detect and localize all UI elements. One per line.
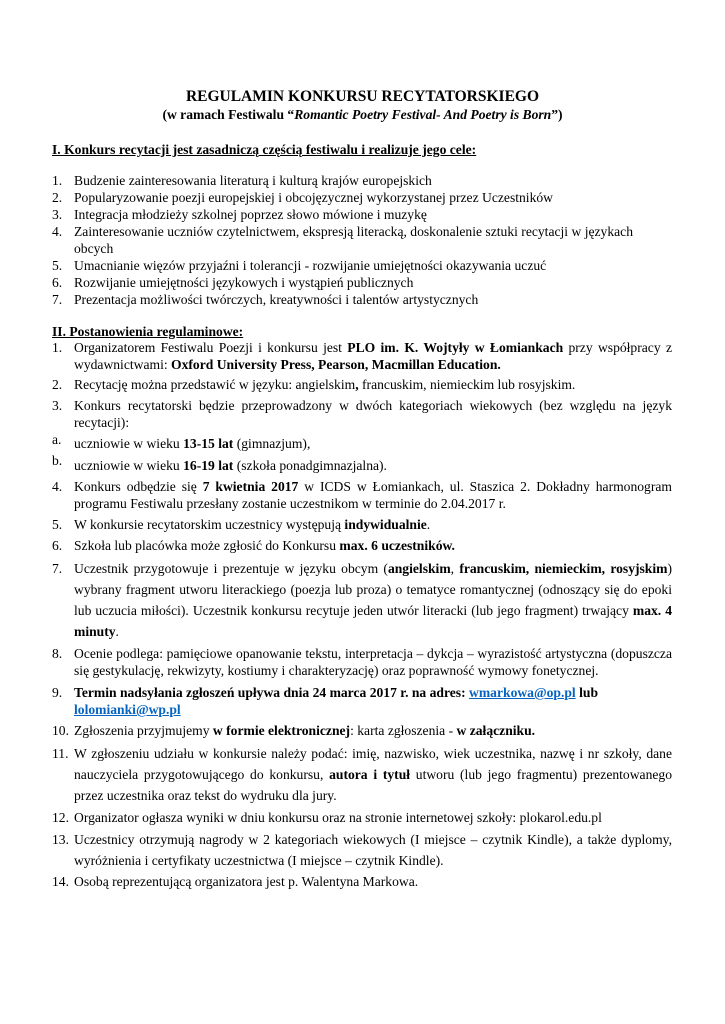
text: uczniowie w wieku (74, 458, 184, 473)
section-2-list (52, 339, 672, 890)
text: (gimnazjum), (233, 436, 311, 451)
text: W konkursie recytatorskim uczestnicy występują (74, 517, 345, 532)
text: indywidualnie (344, 517, 427, 532)
section-1-heading: I. Konkurs recytacji jest zasadniczą częścią festiwalu i realizuje jego cele: (52, 142, 477, 157)
list-item (52, 537, 672, 554)
sub-item-letter: a. (52, 432, 62, 447)
item-number: 2. (52, 190, 63, 205)
text: Recytację można przedstawić w języku: angielskim (74, 377, 356, 392)
text: Uczestnik przygotowuje i prezentuje w języku obcym ( (74, 561, 388, 576)
item-number: 7. (52, 561, 63, 576)
item-text: Osobą reprezentującą organizatora jest p. Walentyna Markowa. (74, 874, 419, 889)
text: angielskim (387, 561, 451, 576)
sub-item (52, 431, 672, 452)
item-number: 4. (52, 224, 63, 239)
list-item (52, 516, 672, 533)
list-item (52, 172, 672, 189)
text: Szkoła lub placówka może zgłosić do Konkursu (74, 538, 340, 553)
list-item (52, 873, 672, 890)
max-duration: max. 4 minuty (74, 603, 673, 639)
list-item (52, 274, 672, 291)
list-item (52, 291, 672, 308)
text: ) wybrany fragment utworu literackiego (poezja lub proza) o tematyce romantycznej (odnoszący się do epoki lub uczucia miłości). Uczestnik konkursu recytuje jeden utwór literacki (lub jego fragment) trwający (74, 561, 673, 618)
item-text: Popularyzowanie poezji europejskiej i obcojęzycznej wykorzystanej przez Uczestników (74, 190, 553, 205)
item-text: Prezentacja możliwości twórczych, kreatywności i talentów artystycznych (74, 292, 479, 307)
text: francuskim, niemieckim, rosyjskim (459, 561, 668, 576)
text: uczniowie w wieku (74, 436, 184, 451)
sub-item (52, 452, 672, 474)
text: . (115, 624, 119, 639)
list-item (52, 339, 672, 373)
age-range: 13-15 lat (183, 436, 234, 451)
item-number: 5. (52, 258, 63, 273)
item-text: Uczestnicy otrzymują nagrody w 2 kategoriach wiekowych (I miejsce – czytnik Kindle), a także dyplomy, wyróżnienia i certyfikaty uczestnictwa (I miejsce – czytnik Kindle). (74, 832, 672, 868)
text: Konkurs odbędzie się (74, 479, 203, 494)
document-title: REGULAMIN KONKURSU RECYTATORSKIEGO (185, 88, 540, 105)
text: lub (575, 685, 599, 700)
list-item (52, 478, 672, 512)
sub-item-letter: b. (52, 453, 63, 468)
item-number: 1. (52, 173, 63, 188)
item-text: Rozwijanie umiejętności językowych i wystąpień publicznych (74, 275, 414, 290)
text: : karta zgłoszenia - (350, 723, 457, 738)
list-item (52, 645, 672, 679)
list-item (52, 743, 672, 806)
text: W zgłoszeniu udziału w konkursie należy podać: imię, nazwisko, wiek uczestnika, nazwę i nr szkoły, dane nauczyciela przygotowującego do konkursu, (74, 746, 672, 782)
item-number: 4. (52, 479, 63, 494)
item-number: 3. (52, 398, 63, 413)
subtitle-festival-name: Romantic Poetry Festival- And Poetry is Born (294, 107, 552, 122)
list-item (52, 376, 672, 393)
item-text: Ocenie podlega: pamięciowe opanowanie tekstu, interpretacja – dykcja – wyrazistość artystyczna (dopuszcza się gestykulację, rekwizyty, kostiumy i charakteryzację) oraz poprawność wymowy fonetycznej. (74, 646, 672, 678)
item-number: 14. (52, 874, 69, 889)
email-link-lolomianki[interactable]: lolomianki@wp.pl (74, 702, 181, 717)
list-item (52, 397, 672, 431)
list-item (52, 829, 672, 871)
item-number: 2. (52, 377, 63, 392)
text: , (450, 561, 460, 576)
list-item (52, 558, 672, 642)
subtitle-prefix: (w ramach Festiwalu “ (162, 107, 295, 122)
max-participants: max. 6 uczestników. (339, 538, 455, 553)
text: Zgłoszenia przyjmujemy (74, 723, 213, 738)
item-text: Zainteresowanie uczniów czytelnictwem, ekspresją literacką, doskonalenie sztuki recytacji w językach obcych (74, 224, 633, 256)
list-item (52, 257, 672, 274)
list-item (52, 809, 672, 826)
age-range: 16-19 lat (183, 458, 234, 473)
item-number: 1. (52, 340, 63, 355)
item-number: 13. (52, 832, 69, 847)
list-item (52, 223, 672, 257)
item-text: Organizator ogłasza wyniki w dniu konkursu oraz na stronie internetowej szkoły: plokarol.edu.pl (74, 810, 602, 825)
publishers: Oxford University Press, Pearson, Macmillan Education. (171, 357, 501, 372)
list-item (52, 189, 672, 206)
item-text: Budzenie zainteresowania literaturą i kulturą krajów europejskich (74, 173, 432, 188)
item-number: 6. (52, 538, 63, 553)
document-subtitle (0, 106, 725, 123)
item-number: 5. (52, 517, 63, 532)
item-text: Umacnianie więzów przyjaźni i tolerancji - rozwijanie umiejętności okazywania uczuć (74, 258, 547, 273)
text: w załączniku. (456, 723, 536, 738)
list-item (52, 684, 672, 718)
text: w ICDS w Łomiankach, ul. Staszica 2. Dokładny harmonogram programu Festiwalu przesłany zostanie uczestnikom w terminie do 2.04.2017 r. (74, 479, 672, 511)
text: utworu (lub jego fragmentu) prezentowanego przez uczestnika oraz tekst do wydruku dla jury. (74, 767, 672, 803)
contest-date: 7 kwietnia 2017 (202, 479, 299, 494)
item-text: Konkurs recytatorski będzie przeprowadzony w dwóch kategoriach wiekowych (bez względu na język recytacji): (74, 398, 672, 430)
text: autora i tytuł (329, 767, 411, 782)
item-number: 11. (52, 746, 69, 761)
item-number: 9. (52, 685, 63, 700)
list-item (52, 722, 672, 739)
section-1-list (52, 172, 672, 308)
subtitle-suffix: ”) (551, 107, 563, 122)
item-number: 7. (52, 292, 63, 307)
text: , (355, 377, 359, 392)
email-link-wmarkowa[interactable]: wmarkowa@op.pl (469, 685, 576, 700)
text: (szkoła ponadgimnazjalna). (233, 458, 387, 473)
text: przy współpracy z wydawnictwami: (74, 340, 672, 372)
item-number: 3. (52, 207, 63, 222)
item-number: 8. (52, 646, 63, 661)
item-number: 10. (52, 723, 69, 738)
deadline-text: Termin nadsyłania zgłoszeń upływa dnia 24 marca 2017 r. na adres: (74, 685, 470, 700)
text: . (426, 517, 431, 532)
text: francuskim, niemieckim lub rosyjskim. (358, 377, 576, 392)
text: w formie elektronicznej (212, 723, 351, 738)
text: Organizatorem Festiwalu Poezji i konkursu jest (74, 340, 348, 355)
item-number: 12. (52, 810, 69, 825)
item-number: 6. (52, 275, 63, 290)
organizer-name: PLO im. K. Wojtyły w Łomiankach (347, 340, 564, 355)
list-item (52, 206, 672, 223)
item-text: Integracja młodzieży szkolnej poprzez słowo mówione i muzykę (74, 207, 427, 222)
section-2-heading: II. Postanowienia regulaminowe: (52, 324, 244, 339)
